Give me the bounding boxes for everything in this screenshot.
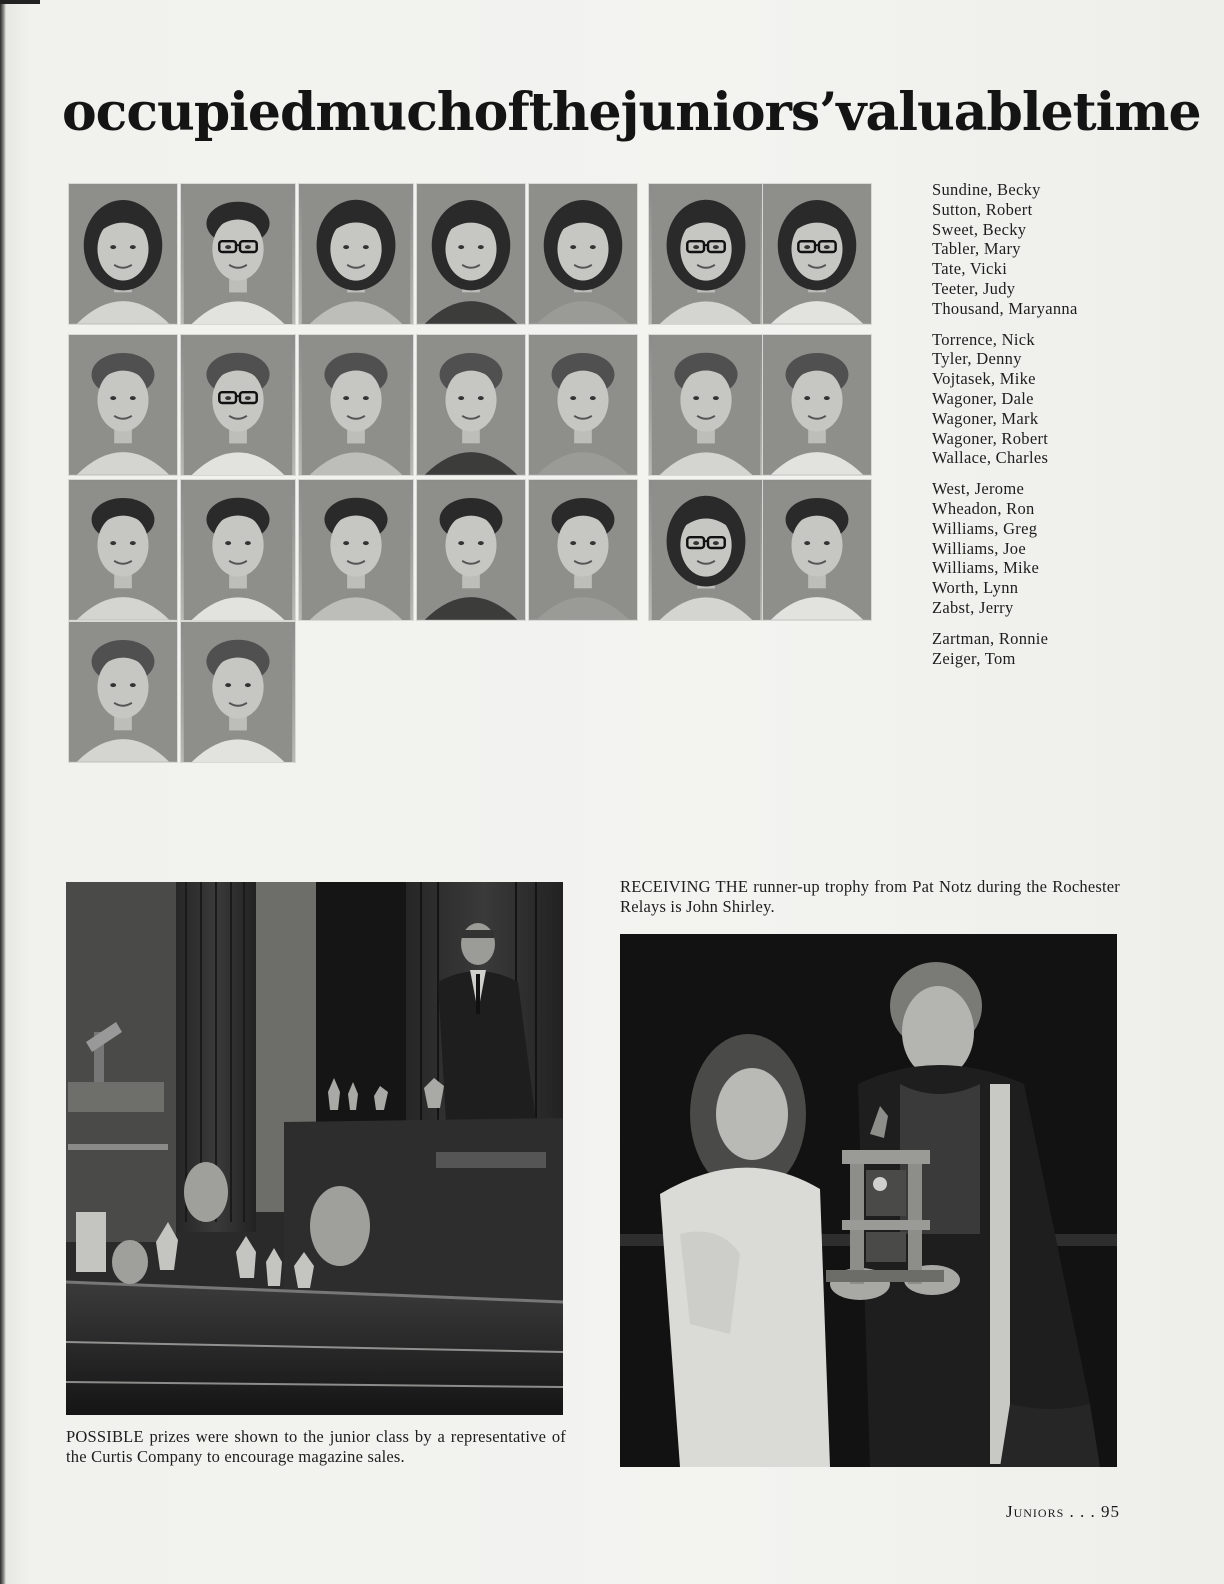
- student-name: Teeter, Judy: [932, 278, 1016, 298]
- headline-word: the: [528, 82, 621, 143]
- student-name: Tabler, Mary: [932, 239, 1021, 259]
- student-portrait: [416, 334, 526, 476]
- prizes-display-photo: [66, 882, 563, 1415]
- student-portrait: [528, 183, 638, 325]
- student-name: Tate, Vicki: [932, 259, 1008, 279]
- name-group: [932, 330, 1152, 469]
- student-name: West, Jerome: [932, 479, 1025, 499]
- student-name: Williams, Greg: [932, 518, 1038, 538]
- student-portrait: [298, 334, 414, 476]
- headline-word: of: [473, 82, 529, 143]
- student-name: Sweet, Becky: [932, 219, 1027, 239]
- student-portrait: [648, 183, 764, 325]
- headline-word: much: [315, 82, 474, 143]
- headline-word: time: [1072, 82, 1201, 143]
- student-name: Sundine, Becky: [932, 180, 1041, 199]
- name-group: [932, 629, 1152, 669]
- student-portrait: [180, 183, 296, 325]
- student-name: Sutton, Robert: [932, 199, 1033, 219]
- student-portrait: [648, 334, 764, 476]
- student-portrait: [298, 183, 414, 325]
- student-name: Williams, Mike: [932, 558, 1040, 578]
- student-name: Vojtasek, Mike: [932, 369, 1036, 389]
- name-group: [932, 180, 1152, 319]
- student-name: Wagoner, Dale: [932, 388, 1034, 408]
- trophy-caption: RECEIVING THE runner-up trophy from Pat Notz during the Rochester Relays is John Shirley.: [620, 877, 1120, 916]
- student-name: Worth, Lynn: [932, 578, 1019, 598]
- student-name: Tyler, Denny: [932, 349, 1022, 369]
- trophy-presentation-photo: [620, 934, 1117, 1467]
- student-name: Wallace, Charles: [932, 448, 1049, 468]
- student-portrait: [68, 334, 178, 476]
- student-portrait: [528, 334, 638, 476]
- student-name: Zeiger, Tom: [932, 648, 1016, 668]
- page-number: 95: [1101, 1502, 1120, 1521]
- student-name-list: [932, 180, 1152, 679]
- student-portrait: [762, 183, 872, 325]
- student-portrait: [528, 479, 638, 621]
- page-corner: [0, 0, 40, 4]
- student-name: Wheadon, Ron: [932, 498, 1035, 518]
- student-portrait: [762, 479, 872, 621]
- headline-word: occupied: [62, 82, 316, 143]
- student-name: Zabst, Jerry: [932, 597, 1014, 617]
- student-portrait: [648, 479, 764, 621]
- student-portrait: [180, 621, 296, 763]
- name-group: [932, 479, 1152, 618]
- student-portrait: [416, 479, 526, 621]
- page-folio: [960, 1502, 1120, 1522]
- student-portrait: [762, 334, 872, 476]
- student-portrait: [180, 479, 296, 621]
- student-name: Thousand, Maryanna: [932, 298, 1078, 318]
- portrait-grid: [68, 183, 880, 765]
- headline-word: valuable: [836, 82, 1073, 143]
- student-portrait: [180, 334, 296, 476]
- prizes-caption: POSSIBLE prizes were shown to the junior class by a representative of the Curtis Company to encourage magazine sales.: [66, 1427, 566, 1466]
- student-name: Torrence, Nick: [932, 329, 1035, 349]
- student-portrait: [68, 183, 178, 325]
- student-portrait: [416, 183, 526, 325]
- section-label: Juniors: [1005, 1502, 1065, 1521]
- page-edge: [0, 0, 6, 1584]
- student-name: Wagoner, Mark: [932, 408, 1039, 428]
- student-portrait: [298, 479, 414, 621]
- student-portrait: [68, 479, 178, 621]
- headline-word: juniors’: [620, 82, 837, 143]
- headline: [62, 82, 1201, 143]
- student-portrait: [68, 621, 178, 763]
- student-name: Williams, Joe: [932, 538, 1026, 558]
- student-name: Wagoner, Robert: [932, 428, 1049, 448]
- student-name: Zartman, Ronnie: [932, 628, 1049, 648]
- folio-separator: . . .: [1069, 1502, 1096, 1521]
